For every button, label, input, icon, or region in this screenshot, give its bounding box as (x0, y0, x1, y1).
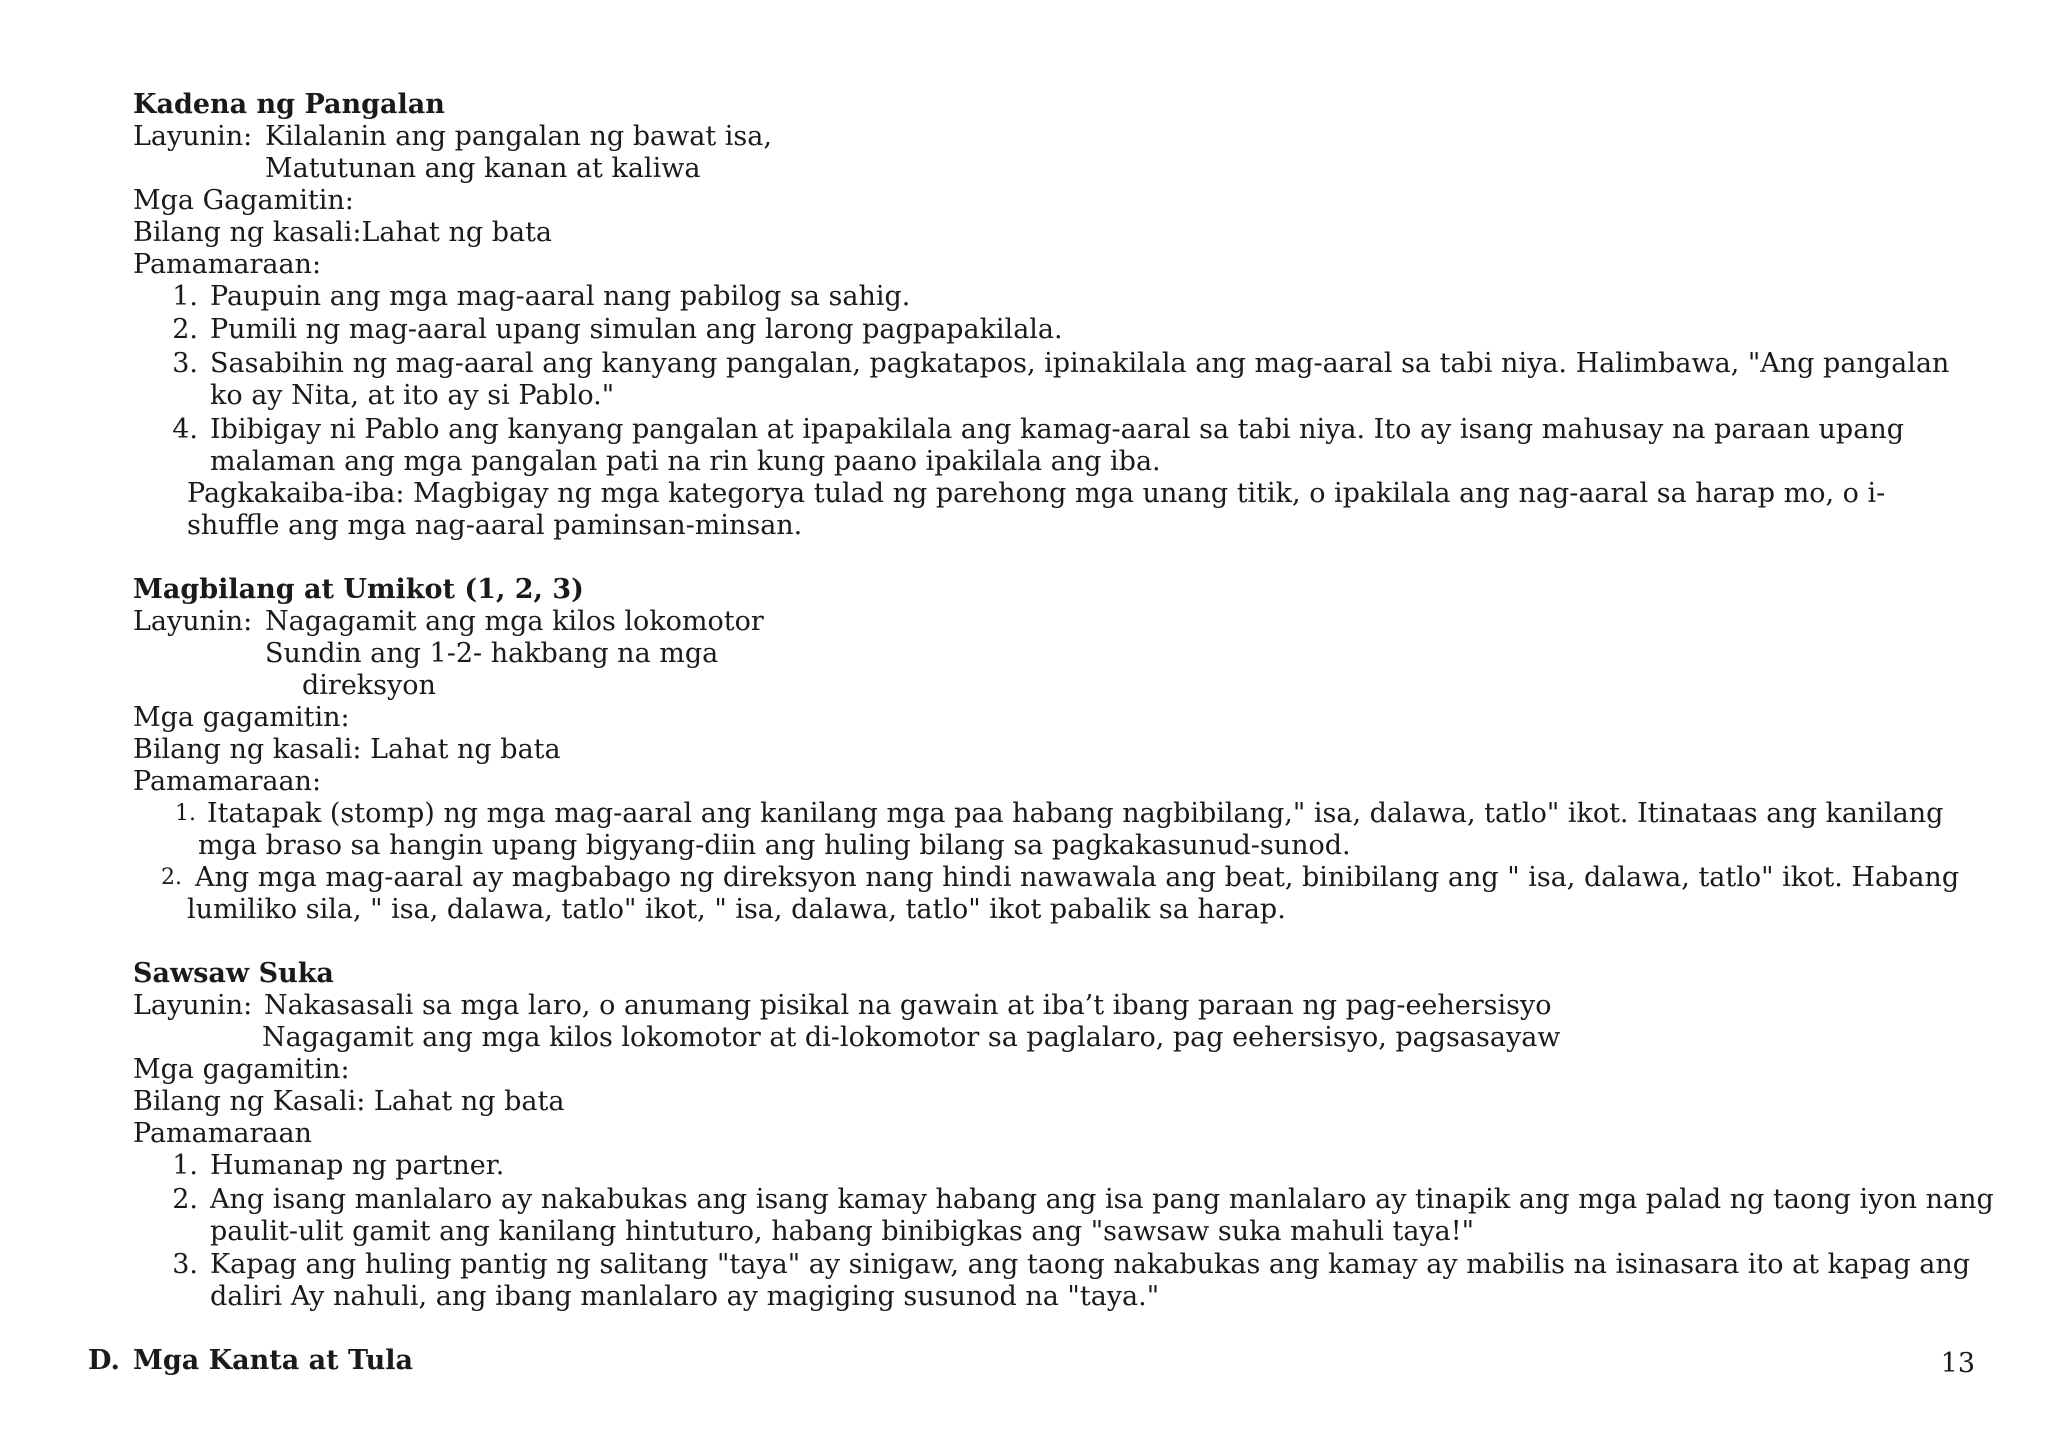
kasali-label: Bilang ng Kasali: Lahat ng bata (133, 1086, 565, 1117)
gagamitin-label: Mga gagamitin: (133, 702, 350, 733)
pamamaraan-label: Pamamaraan: (133, 249, 322, 280)
step-text: lumiliko sila, " isa, dalawa, tatlo" ikot, " isa, dalawa, tatlo" ikot pabalik sa harap. (187, 894, 1286, 925)
step-number: 1. (175, 801, 196, 826)
footer-heading: Mga Kanta at Tula (133, 1345, 413, 1376)
step-text: Kapag ang huling pantig ng salitang "taya" ay sinigaw, ang taong nakabukas ang kamay ay mabilis na isinasara ito at kapag ang (210, 1249, 1971, 1280)
step-text: daliri Ay nahuli, ang ibang manlalaro ay magiging susunod na "taya." (210, 1281, 1160, 1312)
gagamitin-label: Mga gagamitin: (133, 1054, 350, 1085)
step-number: 2. (172, 314, 198, 345)
step-text: Paupuin ang mga mag-aaral nang pabilog sa sahig. (210, 281, 911, 312)
section-title: Magbilang at Umikot (1, 2, 3) (133, 574, 584, 605)
step-number: 3. (172, 348, 198, 379)
page-number: 13 (1940, 1348, 1975, 1379)
pamamaraan-label: Pamamaraan (133, 1118, 312, 1149)
kasali-label: Bilang ng kasali: Lahat ng bata (133, 734, 561, 765)
step-text: Itatapak (stomp) ng mga mag-aaral ang kanilang mga paa habang nagbibilang," isa, dalawa, tatlo" ikot. Itinataas ang kanilang (207, 798, 1944, 829)
step-text: Ang mga mag-aaral ay magbabago ng direksyon nang hindi nawawala ang beat, binibilang ang " isa, dalawa, tatlo" ikot. Habang (195, 862, 1960, 893)
layunin-item: Sundin ang 1-2- hakbang na mga (265, 638, 719, 669)
step-text: Ang isang manlalaro ay nakabukas ang isang kamay habang ang isa pang manlalaro ay tinapik ang mga palad ng taong iyon nang (210, 1184, 1994, 1215)
note-text: Pagkakaiba-iba: Magbigay ng mga kategorya tulad ng parehong mga unang titik, o ipakilala ang nag-aaral sa harap mo, o i- (187, 478, 1886, 509)
step-text: ko ay Nita, at ito ay si Pablo." (210, 380, 615, 411)
pamamaraan-label: Pamamaraan: (133, 766, 322, 797)
footer-letter: D. (88, 1345, 120, 1376)
step-number: 1. (172, 1150, 198, 1181)
step-text: Ibibigay ni Pablo ang kanyang pangalan at ipapakilala ang kamag-aaral sa tabi niya. Ito ay isang mahusay na paraan upang (210, 414, 1904, 445)
step-text: mga braso sa hangin upang bigyang-diin ang huling bilang sa pagkakasunud-sunod. (198, 830, 1351, 861)
layunin-item: Nakasasali sa mga laro, o anumang pisikal na gawain at iba’t ibang paraan ng pag-eehersisyo (264, 990, 1552, 1021)
kasali-label: Bilang ng kasali:Lahat ng bata (133, 217, 553, 248)
step-text: paulit-ulit gamit ang kanilang hintuturo, habang binibigkas ang "sawsaw suka mahuli taya!" (210, 1216, 1475, 1247)
layunin-item: Nagagamit ang mga kilos lokomotor at di-lokomotor sa paglalaro, pag eehersisyo, pagsasayaw (262, 1022, 1561, 1053)
section-title: Sawsaw Suka (133, 958, 334, 989)
step-number: 2. (172, 1184, 198, 1215)
step-number: 1. (172, 281, 198, 312)
step-number: 4. (172, 414, 198, 445)
layunin-label: Layunin: (133, 606, 253, 637)
layunin-item: Kilalanin ang pangalan ng bawat isa, (265, 121, 772, 152)
layunin-item: Matutunan ang kanan at kaliwa (265, 153, 701, 184)
section-title: Kadena ng Pangalan (133, 89, 445, 120)
layunin-label: Layunin: (133, 121, 253, 152)
layunin-item: direksyon (302, 670, 436, 701)
gagamitin-label: Mga Gagamitin: (133, 185, 354, 216)
layunin-label: Layunin: (133, 990, 253, 1021)
step-number: 3. (172, 1249, 198, 1280)
layunin-item: Nagagamit ang mga kilos lokomotor (265, 606, 764, 637)
step-text: malaman ang mga pangalan pati na rin kung paano ipakilala ang iba. (210, 446, 1161, 477)
step-text: Sasabihin ng mag-aaral ang kanyang pangalan, pagkatapos, ipinakilala ang mag-aaral sa tabi niya. Halimbawa, "Ang pangalan (210, 348, 1950, 379)
step-text: Humanap ng partner. (210, 1150, 505, 1181)
note-text: shuffle ang mga nag-aaral paminsan-minsan. (187, 510, 803, 541)
step-text: Pumili ng mag-aaral upang simulan ang larong pagpapakilala. (210, 314, 1063, 345)
step-number: 2. (161, 865, 182, 890)
